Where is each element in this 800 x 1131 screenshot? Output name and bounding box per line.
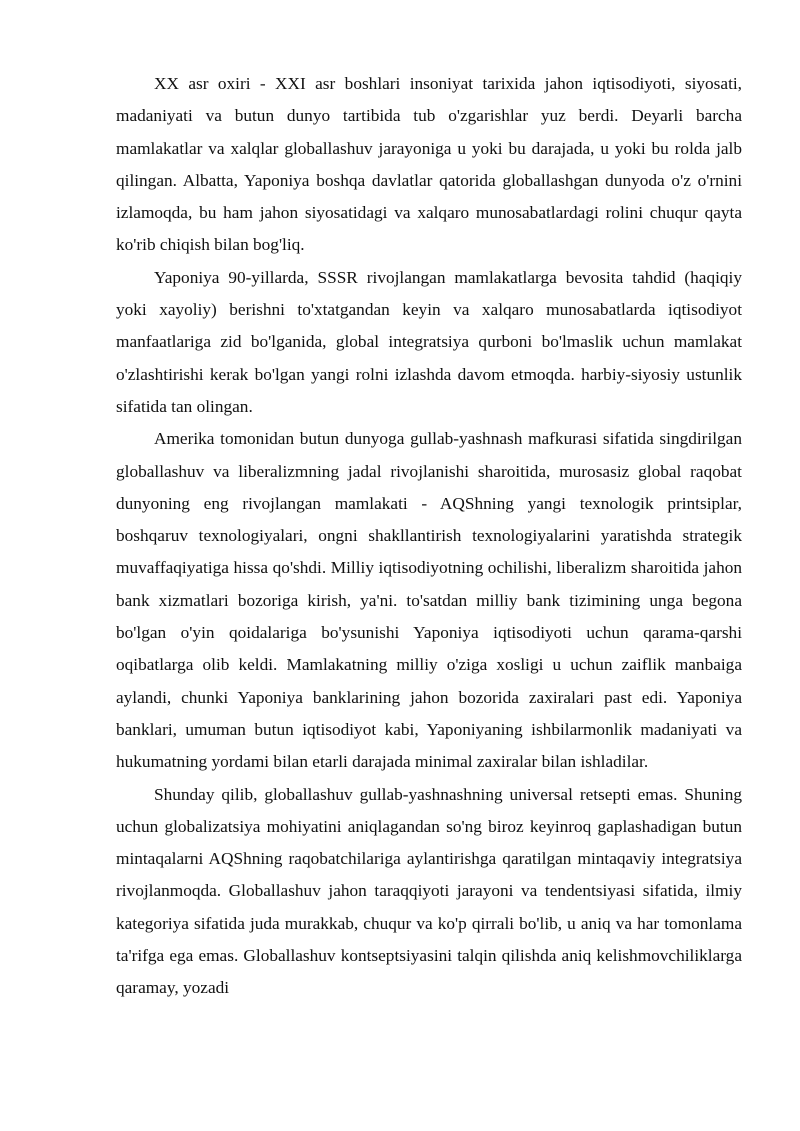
paragraph: XX asr oxiri - XXI asr boshlari insoniyat tarixida jahon iqtisodiyoti, siyosati, madaniyati va butun dunyo tartibida tub o'zgarishlar yuz berdi. Deyarli barcha mamlakatlar va xalqlar globallashuv jarayoniga u yoki bu darajada, u yoki bu rolda jalb qilingan. Albatta, Yaponiya boshqa davlatlar qatorida globallashgan dunyoda o'z o'rnini izlamoqda, bu ham jahon siyosatidagi va xalqaro munosabatlardagi rolini chuqur qayta ko'rib chiqish bilan bog'liq. xyxy=(116,74,742,255)
document-page xyxy=(116,68,742,1005)
paragraph: Amerika tomonidan butun dunyoga gullab-yashnash mafkurasi sifatida singdirilgan globallashuv va liberalizmning jadal rivojlanishi sharoitida, murosasiz global raqobat dunyoning eng rivojlangan mamlakati - AQShning yangi texnologik printsiplar, boshqaruv texnologiyalari, ongni shakllantirish texnologiyalarini yaratishda strategik muvaffaqiyatiga hissa qo'shdi. Milliy iqtisodiyotning ochilishi, liberalizm sharoitida jahon bank xizmatlari bozoriga kirish, ya'ni. to'satdan milliy bank tizimining unga begona bo'lgan o'yin qoidalariga bo'ysunishi Yaponiya iqtisodiyoti uchun qarama-qarshi oqibatlarga olib keldi. Mamlakatning milliy o'ziga xosligi u uchun zaiflik manbaiga aylandi, chunki Yaponiya banklarining jahon bozorida zaxiralari past edi. Yaponiya banklari, umuman butun iqtisodiyot kabi, Yaponiyaning ishbilarmonlik madaniyati va hukumatning yordami bilan etarli darajada minimal zaxiralar bilan ishladilar. xyxy=(116,429,742,772)
paragraph: Yaponiya 90-yillarda, SSSR rivojlangan mamlakatlarga bevosita tahdid (haqiqiy yoki xayoliy) berishni to'xtatgandan keyin va xalqaro munosabatlarda iqtisodiyot manfaatlariga zid bo'lganida, global integratsiya qurboni bo'lmaslik uchun mamlakat o'zlashtirishi kerak bo'lgan yangi rolni izlashda davom etmoqda. harbiy-siyosiy ustunlik sifatida tan olingan. xyxy=(116,267,742,416)
paragraph: Shunday qilib, globallashuv gullab-yashnashning universal retsepti emas. Shuning uchun globalizatsiya mohiyatini aniqlagandan so'ng biroz keyinroq gaplashadigan butun mintaqalarni AQShning raqobatchilariga aylantirishga qaratilgan mintaqaviy integratsiya rivojlanmoqda. Globallashuv jahon taraqqiyoti jarayoni va tendentsiyasi sifatida, ilmiy kategoriya sifatida juda murakkab, chuqur va ko'p qirrali bo'lib, u aniq va har tomonlama ta'rifga ega emas. Globallashuv kontseptsiyasini talqin qilishda aniq kelishmovchiliklarga qaramay, yozadi xyxy=(116,784,742,998)
